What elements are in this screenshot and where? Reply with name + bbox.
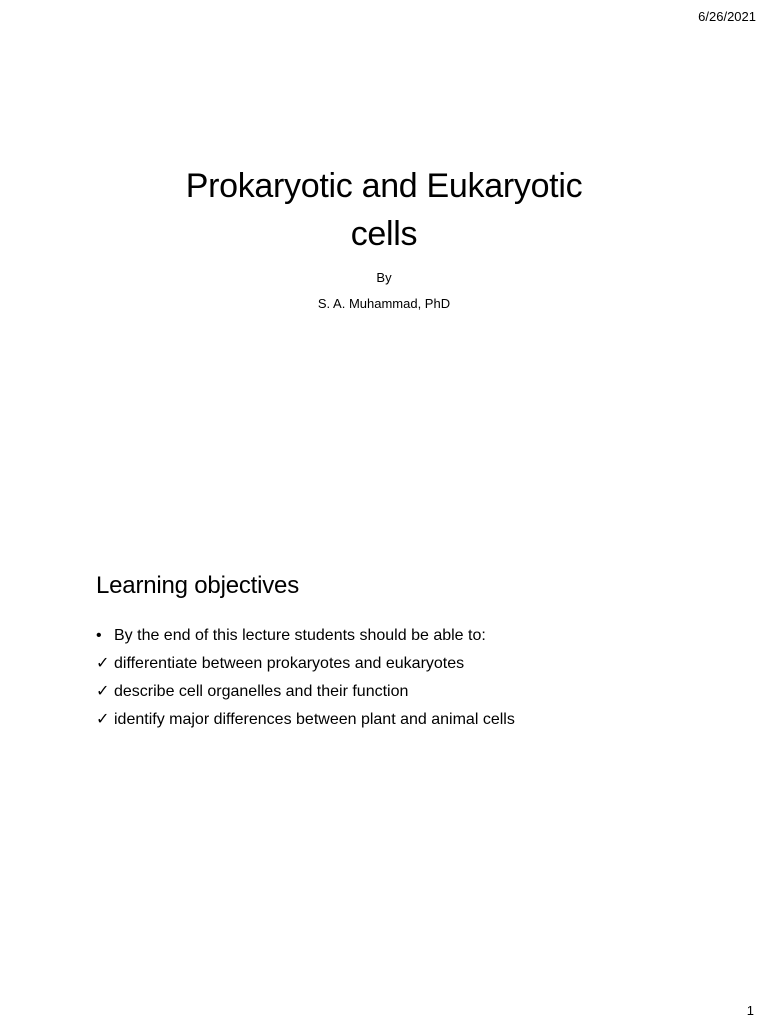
checkmark-icon: ✓ [96,683,110,700]
page-number: 1 [746,1003,754,1018]
bullet-icon: • [96,627,102,644]
checkmark-icon: ✓ [96,655,110,672]
objective-text: describe cell organelles and their function [114,683,409,700]
by-label: By [376,270,392,285]
title-line-1: Prokaryotic and Eukaryotic [185,167,583,205]
intro-text: By the end of this lecture students should be able to: [114,627,486,644]
date-stamp: 6/26/2021 [698,9,756,24]
author-name: S. A. Muhammad, PhD [317,296,451,311]
title-line-2: cells [350,215,418,253]
learning-objectives-slide [0,512,768,1024]
objective-item [96,678,515,706]
objective-item [96,706,515,734]
objective-text: differentiate between prokaryotes and eukaryotes [114,655,465,672]
slide-title [0,162,768,258]
objectives-list [96,622,515,734]
objective-item [96,650,515,678]
section-title: Learning objectives [96,572,300,599]
objective-text: identify major differences between plant and animal cells [114,711,515,728]
intro-bullet [96,622,515,650]
byline [0,265,768,317]
checkmark-icon: ✓ [96,711,110,728]
